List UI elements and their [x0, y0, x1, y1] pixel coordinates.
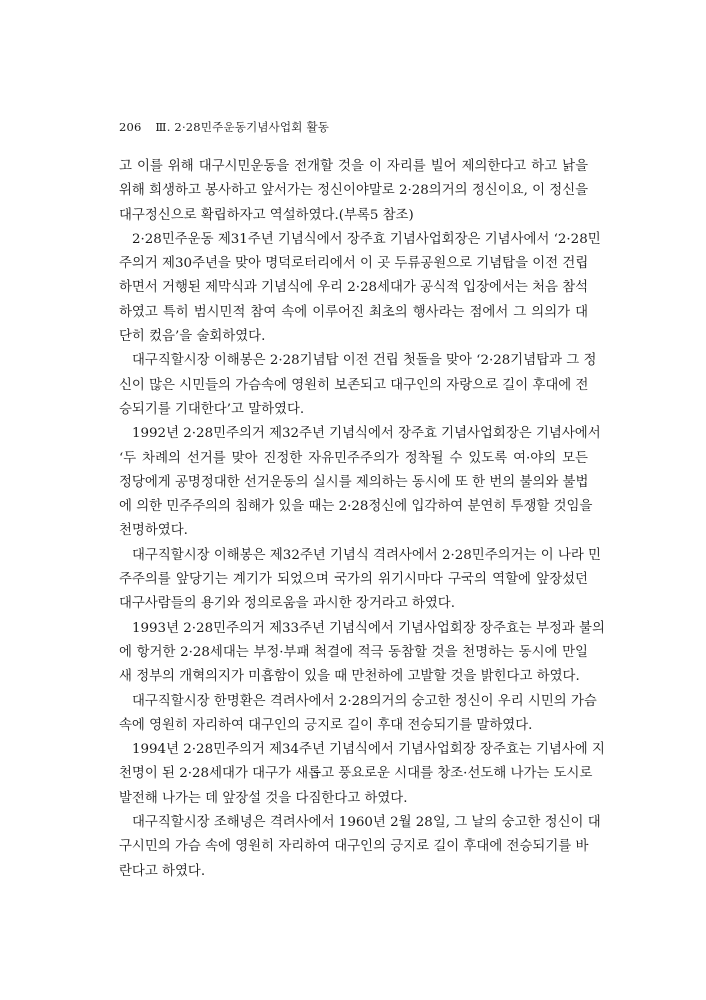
- text-line: ‘두 차례의 선거를 맞아 진정한 자유민주주의가 정착될 수 있도록 여·야의 모든: [119, 450, 588, 466]
- text-line: 대구직할시장 한명환은 격려사에서 2·28의거의 숭고한 정신이 우리 시민의 가슴: [132, 693, 597, 709]
- running-header: [119, 119, 329, 135]
- text-line: 주주의를 앞당기는 계기가 되었으며 국가의 위기시마다 구국의 역할에 앞장섰던: [119, 572, 588, 588]
- page-number: 206: [119, 120, 142, 134]
- text-line: 고 이를 위해 대구시민운동을 전개할 것을 이 자리를 빌어 제의한다고 하고 낡을: [119, 159, 588, 174]
- text-line: 1994년 2·28민주의거 제34주년 기념식에서 기념사업회장 장주효는 기념사에 지: [132, 742, 605, 758]
- text-line: 하면서 거행된 제막식과 기념식에 우리 2·28세대가 공식적 입장에서는 처음 참석: [119, 280, 589, 296]
- text-line: 정당에게 공명정대한 선거운동의 실시를 제의하는 동시에 또 한 번의 불의와 불법: [119, 474, 589, 490]
- text-line: 승되기를 기대한다’고 말하였다.: [119, 401, 305, 417]
- text-line: 천명이 된 2·28세대가 대구가 새롭고 풍요로운 시대를 창조·선도해 나가는 도시로: [119, 766, 593, 782]
- text-line: 대구직할시장 조해녕은 격려사에서 1960년 2월 28일, 그 날의 숭고한 정신이 대: [132, 815, 601, 831]
- text-line: 에 의한 민주주의의 침해가 있을 때는 2·28정신에 입각하여 분연히 투쟁할 것임을: [119, 499, 593, 515]
- text-line: 하였고 특히 범시민적 참여 속에 이루어진 최초의 행사라는 점에서 그 의의가 대: [119, 304, 588, 320]
- body-text: [119, 155, 605, 884]
- text-line: 신이 많은 시민들의 가슴속에 영원히 보존되고 대구인의 자랑으로 길이 후대에 전: [119, 377, 589, 393]
- text-line: 에 항거한 2·28세대는 부정·부패 척결에 적극 동참할 것을 천명하는 동시에 만일: [119, 644, 588, 660]
- text-line: 속에 영원히 자리하여 대구인의 긍지로 길이 후대 전승되기를 말하였다.: [119, 717, 533, 733]
- text-line: 발전해 나가는 데 앞장설 것을 다짐한다고 하였다.: [119, 790, 408, 806]
- text-line: 주의거 제30주년을 맞아 명덕로터리에서 이 곳 두류공원으로 기념탑을 이전 건립: [119, 256, 589, 272]
- text-line: 새 정부의 개혁의지가 미흡함이 있을 때 만천하에 고발할 것을 밝힌다고 하였다.: [119, 669, 580, 685]
- text-line: 대구정신으로 확립하자고 역설하였다.(부록5 참조): [119, 207, 414, 223]
- text-line: 대구사람들의 용기와 정의로움을 과시한 장거라고 하였다.: [119, 596, 455, 612]
- text-line: 란다고 하였다.: [119, 863, 206, 879]
- section-title: Ⅲ. 2·28민주운동기념사업회 활동: [155, 120, 330, 134]
- text-line: 2·28민주운동 제31주년 기념식에서 장주효 기념사업회장은 기념사에서 ‘2·28민: [132, 231, 601, 247]
- text-line: 구시민의 가슴 속에 영원히 자리하여 대구인의 긍지로 길이 후대에 전승되기를 바: [119, 839, 589, 855]
- text-line: 천명하였다.: [119, 523, 188, 539]
- text-line: 대구직할시장 이해봉은 2·28기념탑 이전 건립 첫돌을 맞아 ‘2·28기념탑과 그 정: [132, 353, 597, 369]
- text-line: 대구직할시장 이해봉은 제32주년 기념식 격려사에서 2·28민주의거는 이 나라 민: [132, 547, 601, 563]
- text-line: 1993년 2·28민주의거 제33주년 기념식에서 기념사업회장 장주효는 부정과 불의: [132, 620, 605, 636]
- text-line: 1992년 2·28민주의거 제32주년 기념식에서 장주효 기념사업회장은 기념사에서: [132, 426, 601, 442]
- text-line: 위해 희생하고 봉사하고 앞서가는 정신이야말로 2·28의거의 정신이요, 이 정신을: [119, 183, 589, 199]
- text-line: 단히 컸음’을 술회하였다.: [119, 329, 266, 345]
